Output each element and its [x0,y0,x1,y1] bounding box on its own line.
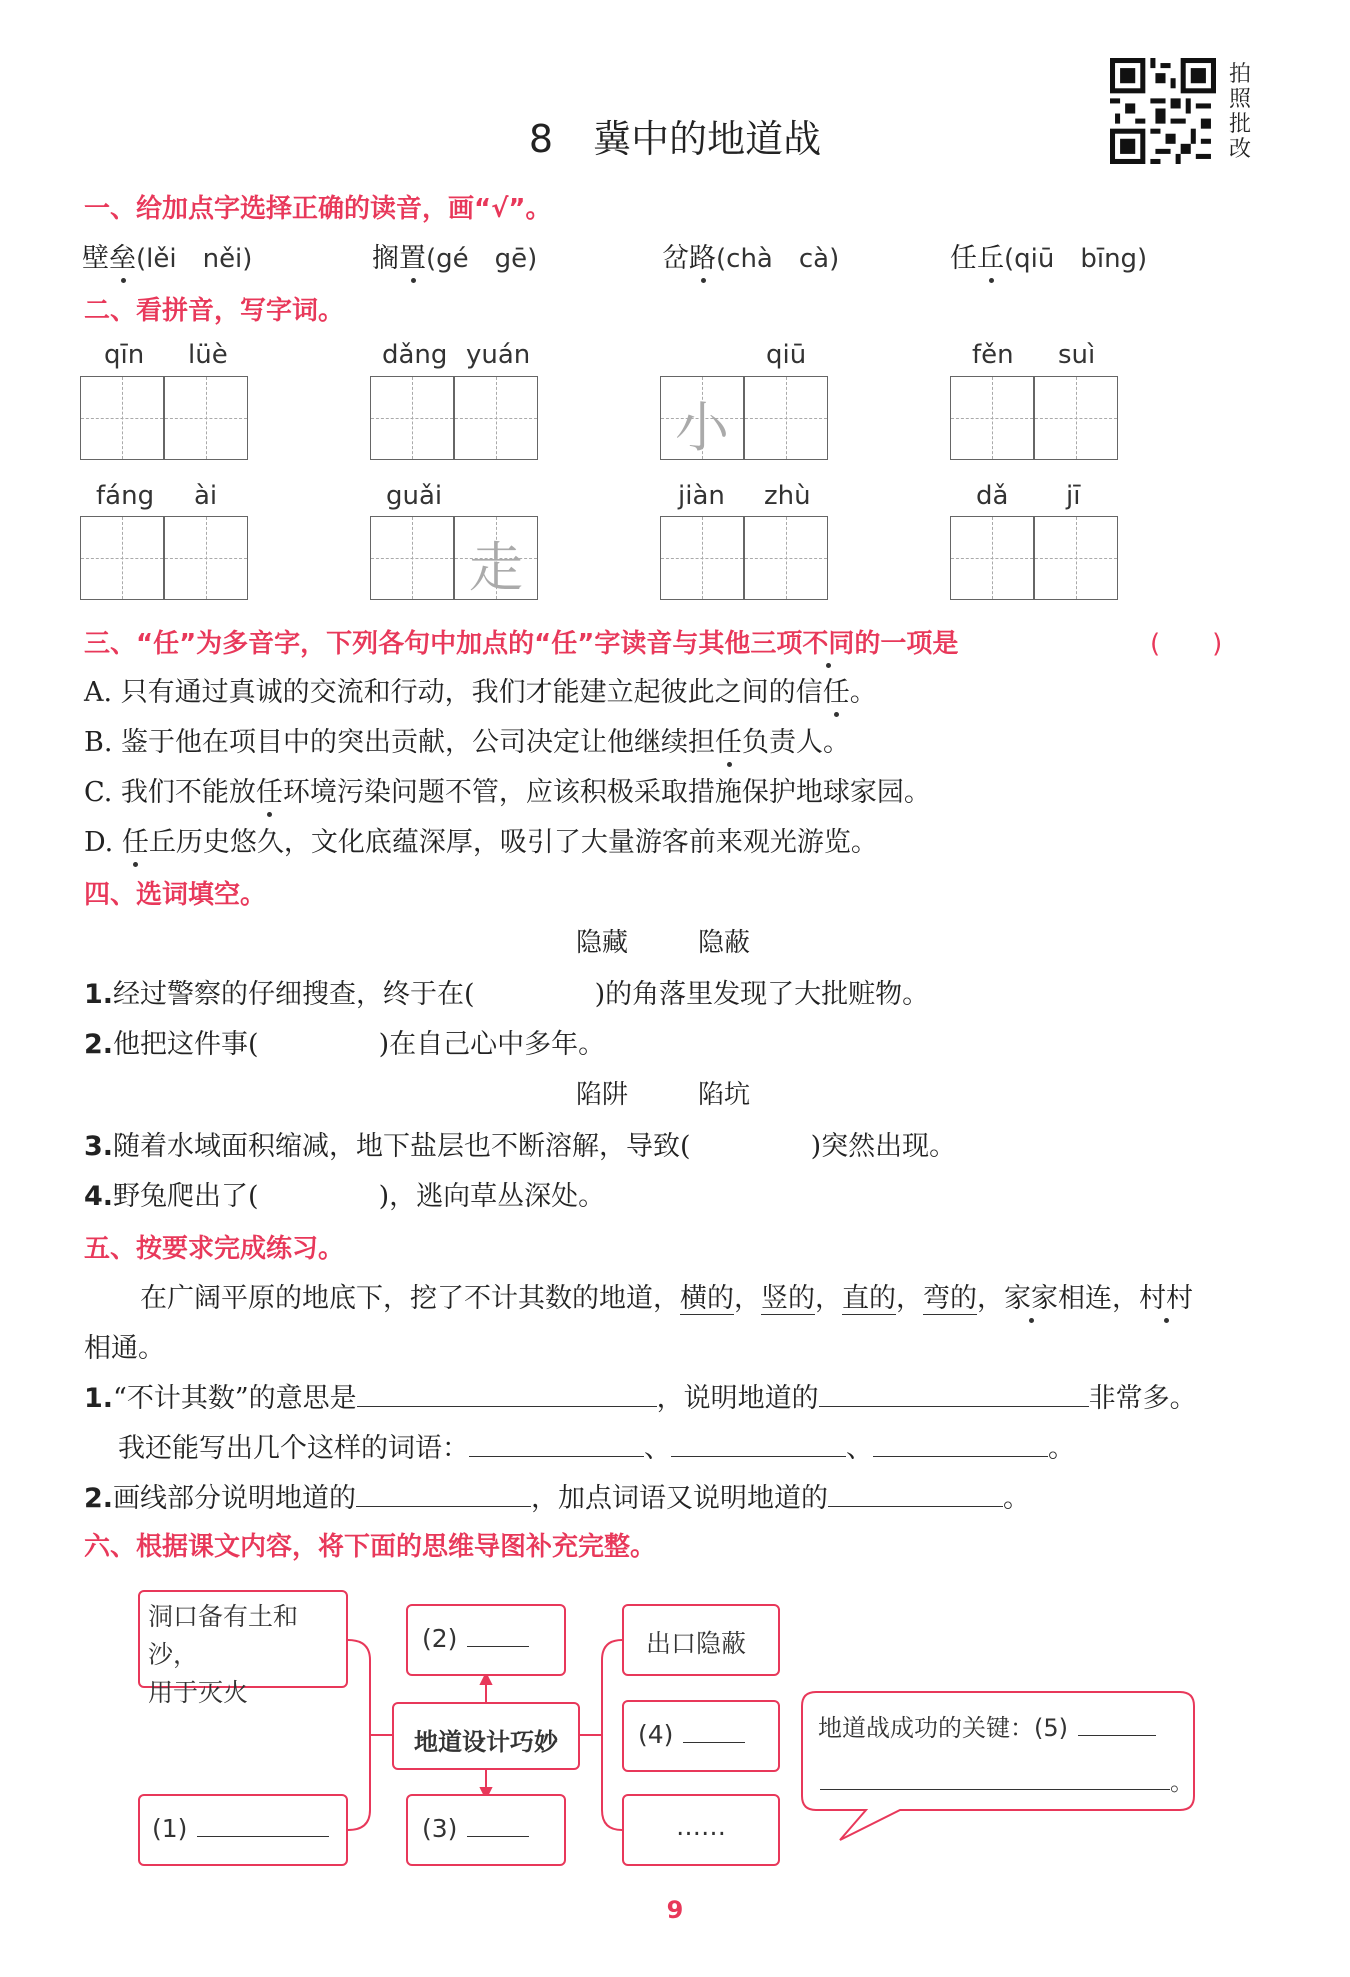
bubble-text: 地道战成功的关键：(5) [818,1708,1156,1743]
answer-blank[interactable] [469,1430,644,1457]
answer-blank[interactable] [356,1480,531,1507]
pinyin-label: fáng [96,481,155,511]
pronunciation-item: 壁垒(lěi něi) [82,243,253,274]
mindmap-box-more: …… [622,1794,780,1866]
mindmap-box-4[interactable]: (4) [622,1700,780,1772]
pinyin-label: qīn [104,340,145,370]
option-d: D. 任丘历史悠久，文化底蕴深厚，吸引了大量游客前来观光游览。 [84,827,878,858]
pinyin-label: jī [1066,481,1081,511]
writing-box[interactable] [1034,516,1118,600]
passage-line-1: 在广阔平原的地底下，挖了不计其数的地道，横的，竖的，直的，弯的，家家相连，村村 [140,1283,1193,1314]
pronunciation-item: 任丘(qiū bīng) [950,243,1148,274]
pronunciation-item: 岔路(chà cà) [662,243,840,274]
writing-box[interactable] [370,376,454,460]
lesson-number: 8 [528,117,554,161]
answer-blank[interactable] [357,1380,657,1407]
passage-line-2: 相通。 [84,1333,165,1364]
writing-box[interactable] [80,516,164,600]
pinyin-label: guǎi [386,481,443,511]
pinyin-label: zhù [764,481,811,511]
lesson-title: 冀中的地道战 [593,117,822,161]
writing-box[interactable] [370,516,454,600]
qr-code-icon[interactable] [1110,58,1216,164]
mindmap-box-exit: 出口隐蔽 [622,1604,780,1676]
word-choice: 隐蔽 [698,928,751,958]
answer-blank[interactable] [819,1380,1089,1407]
fill-item-4: 4.野兔爬出了( )，逃向草丛深处。 [84,1181,606,1212]
mindmap-center-box: 地道设计巧妙 [392,1702,580,1770]
question-1: 1.“不计其数”的意思是 ，说明地道的 非常多。 [84,1376,1197,1415]
pinyin-label: dǎng [382,340,448,370]
word-choice: 陷坑 [698,1080,751,1110]
section-3-heading: 三、“任”为多音字，下列各句中加点的“任”字读音与其他三项不同的一项是 [84,629,959,659]
page-number: 9 [666,1896,684,1924]
word-choice: 陷阱 [576,1080,629,1110]
pinyin-label: ài [194,481,218,511]
pinyin-label: lüè [188,340,228,370]
question-2: 2.画线部分说明地道的 ，加点词语又说明地道的 。 [84,1476,1030,1515]
fill-item-2: 2.他把这件事( )在自己心中多年。 [84,1029,606,1060]
writing-box[interactable] [164,376,248,460]
pronunciation-item: 搁置(gé gē) [372,243,538,274]
mindmap-box-2[interactable]: (2) [406,1604,566,1676]
writing-box[interactable] [660,516,744,600]
writing-box[interactable] [164,516,248,600]
writing-box[interactable] [744,376,828,460]
section-1-heading: 一、给加点字选择正确的读音，画“√”。 [84,194,552,224]
writing-box[interactable] [454,376,538,460]
bubble-line[interactable]: 。 [820,1762,1194,1797]
pinyin-label: dǎ [976,481,1009,511]
answer-paren[interactable]: ( ) [1150,629,1223,659]
pinyin-label: yuán [466,340,531,370]
writing-box[interactable] [80,376,164,460]
writing-box[interactable] [1034,376,1118,460]
option-b: B. 鉴于他在项目中的突出贡献，公司决定让他继续担任负责人。 [84,727,851,758]
option-c: C. 我们不能放任环境污染问题不管，应该积极采取措施保护地球家园。 [84,777,931,808]
mindmap-box-fire-safety: 洞口备有土和沙， 用于灭火 [138,1590,348,1688]
mindmap-box-1[interactable]: (1) [138,1794,348,1866]
writing-box[interactable] [744,516,828,600]
pinyin-label: suì [1058,340,1096,370]
section-2-heading: 二、看拼音，写字词。 [84,296,345,326]
fill-item-1: 1.经过警察的仔细搜查，终于在( )的角落里发现了大批赃物。 [84,979,930,1010]
mindmap-box-3[interactable]: (3) [406,1794,566,1866]
pinyin-label: jiàn [678,481,725,511]
option-a: A. 只有通过真诚的交流和行动，我们才能建立起彼此之间的信任。 [84,677,877,708]
writing-box[interactable] [950,516,1034,600]
writing-box: 走 [454,516,538,600]
qr-label: 拍照批改 [1228,62,1251,162]
section-5-heading: 五、按要求完成练习。 [84,1234,345,1264]
question-1-words: 我还能写出几个这样的词语： 、 、 。 [118,1426,1075,1465]
word-choice: 隐藏 [576,928,629,958]
answer-blank[interactable] [873,1430,1048,1457]
writing-box: 小 [660,376,744,460]
fill-item-3: 3.随着水域面积缩减，地下盐层也不断溶解，导致( )突然出现。 [84,1131,957,1162]
pinyin-label: fěn [972,340,1014,370]
answer-blank[interactable] [671,1430,846,1457]
section-6-heading: 六、根据课文内容，将下面的思维导图补充完整。 [84,1532,657,1562]
section-4-heading: 四、选词填空。 [84,880,267,910]
pinyin-label: qiū [766,340,807,370]
writing-box[interactable] [950,376,1034,460]
answer-blank[interactable] [828,1480,1003,1507]
